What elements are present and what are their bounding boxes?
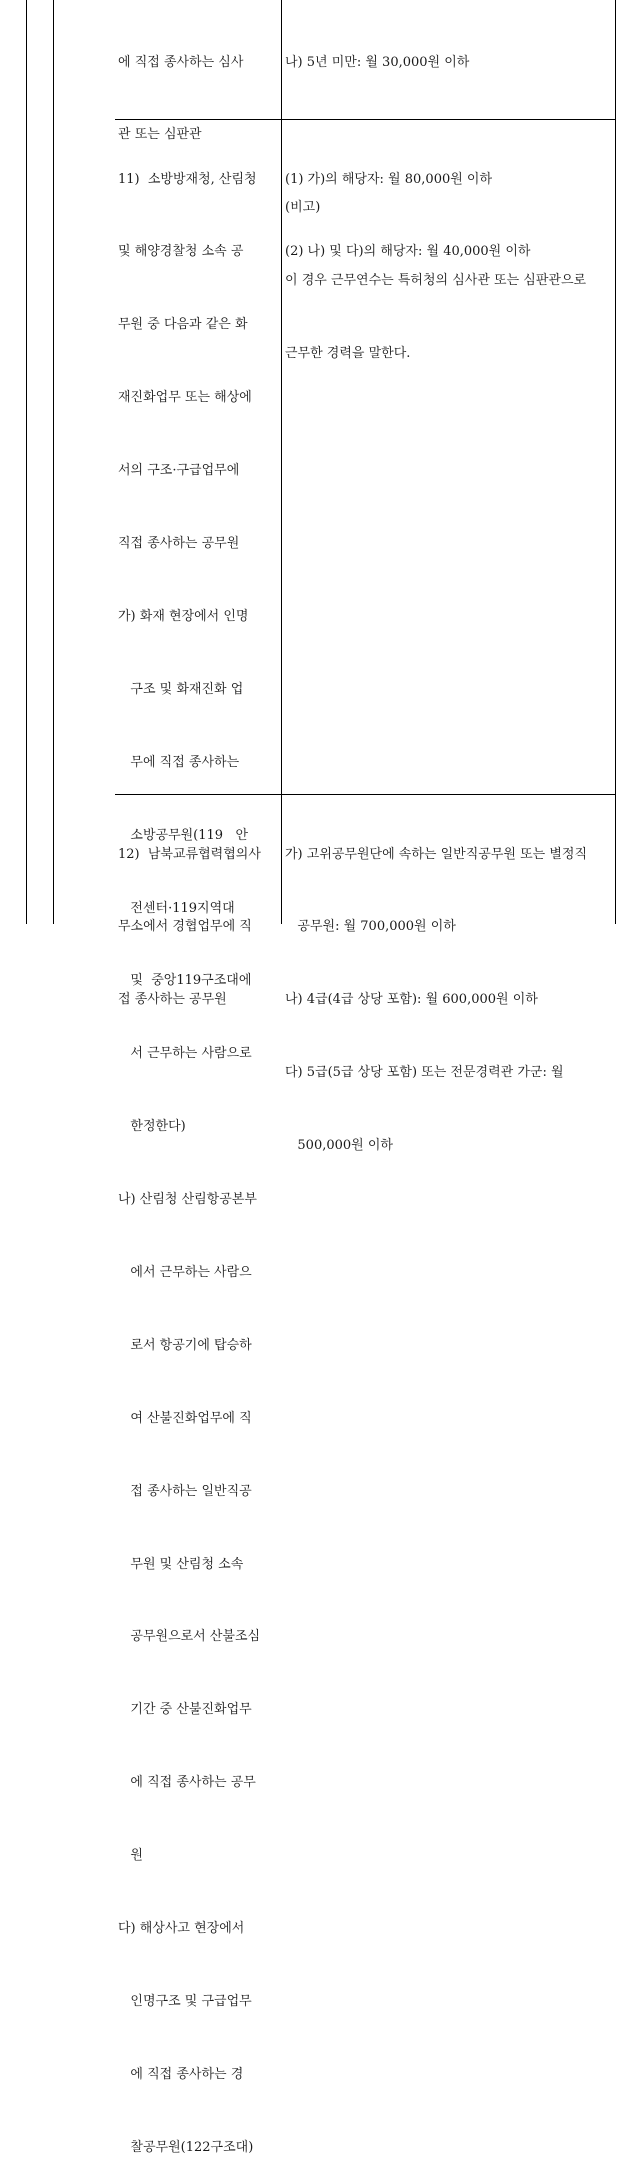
text-line: 12) 남북교류협력협의사: [118, 846, 261, 862]
right-border: [615, 0, 616, 924]
column-divider: [281, 0, 282, 924]
text-line: 한정한다): [118, 1119, 186, 1135]
text-line: 500,000원 이하: [285, 1138, 393, 1154]
text-line: 여 산불진화업무에 직: [118, 1410, 252, 1426]
text-line: 로서 항공기에 탑승하: [118, 1337, 252, 1353]
row-3-right-cell: [285, 794, 587, 1183]
text-line: 근무한 경력을 말한다.: [285, 346, 411, 362]
text-line: (1) 가)의 해당자: 월 80,000원 이하: [285, 171, 493, 187]
text-line: 구조 및 화재진화 업: [118, 681, 244, 697]
text-line: 및 해양경찰청 소속 공: [118, 244, 244, 260]
row-2-left-cell: [118, 119, 260, 2184]
row-2-right-cell: [285, 119, 531, 289]
text-line: 나) 산림청 산림항공본부: [118, 1192, 257, 1208]
text-line: 인명구조 및 구급업무: [118, 1993, 252, 2009]
text-line: 에서 근무하는 사람으: [118, 1264, 252, 1280]
text-line: 공무원으로서 산불조심: [118, 1629, 261, 1645]
text-line: 관 또는 심판관: [118, 127, 202, 143]
row-3-left-cell: [118, 794, 261, 1037]
text-line: (비고): [285, 200, 321, 216]
text-line: 나) 4급(4급 상당 포함): 월 600,000원 이하: [285, 992, 538, 1008]
text-line: 공무원: 월 700,000원 이하: [285, 919, 456, 935]
text-line: 무소에서 경협업무에 직: [118, 919, 252, 935]
outer-left-border: [26, 0, 27, 924]
text-line: 나) 5년 미만: 월 30,000원 이하: [285, 54, 470, 70]
text-line: 가) 고위공무원단에 속하는 일반직공무원 또는 별정직: [285, 846, 588, 862]
text-line: 기간 중 산불진화업무: [118, 1702, 252, 1718]
text-line: 에 직접 종사하는 경: [118, 2066, 244, 2082]
text-line: 이 경우 근무연수는 특허청의 심사관 또는 심판관으로: [285, 273, 587, 289]
text-line: 직접 종사하는 공무원: [118, 536, 240, 552]
text-line: 에 직접 종사하는 심사: [118, 54, 244, 70]
text-line: 접 종사하는 공무원: [118, 992, 227, 1008]
text-line: 무에 직접 종사하는: [118, 754, 240, 770]
text-line: 서 근무하는 사람으로: [118, 1046, 252, 1062]
text-line: 재진화업무 또는 해상에: [118, 390, 252, 406]
inner-left-border: [53, 0, 54, 924]
text-line: 접 종사하는 일반직공: [118, 1483, 252, 1499]
text-line: 에 직접 종사하는 공무: [118, 1775, 256, 1791]
text-line: (2) 나) 및 다)의 해당자: 월 40,000원 이하: [285, 244, 531, 260]
text-line: 찰공무원(122구조대): [118, 2139, 254, 2155]
text-line: 및 중앙119구조대에: [118, 973, 252, 989]
text-line: 서의 구조·구급업무에: [118, 463, 240, 479]
text-line: 전센터·119지역대: [118, 900, 235, 916]
text-line: 무원 및 산림청 소속: [118, 1556, 244, 1572]
text-line: 다) 5급(5급 상당 포함) 또는 전문경력관 가군: 월: [285, 1065, 564, 1081]
text-line: 무원 중 다음과 같은 화: [118, 317, 248, 333]
text-line: 소방공무원(119 안: [118, 827, 249, 843]
text-line: 원: [118, 1848, 143, 1864]
text-line: 11) 소방방재청, 산림청: [118, 171, 257, 187]
text-line: 다) 해상사고 현장에서: [118, 1920, 245, 1936]
text-line: 가) 화재 현장에서 인명: [118, 608, 249, 624]
